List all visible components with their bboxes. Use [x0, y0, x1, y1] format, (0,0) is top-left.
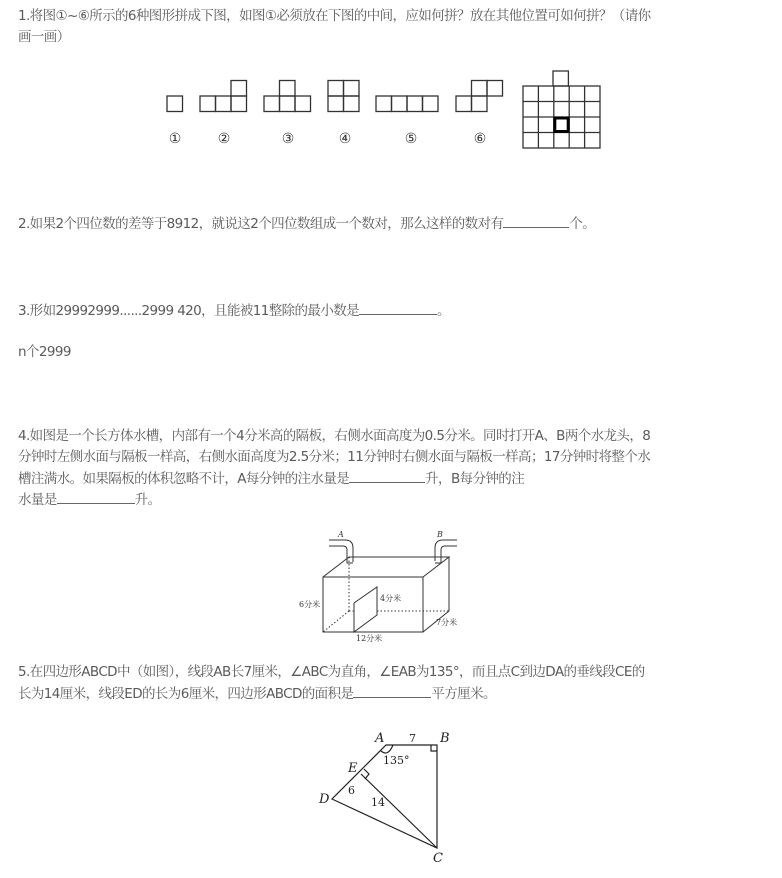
point-b-label: B	[440, 731, 450, 746]
q5-text-line1: 5.在四边形ABCD中（如图），线段AB长7厘米，∠ABC为直角，∠EAB为135°，而且点C到边DA的垂线段CE的	[18, 664, 645, 680]
q5-text-line2	[18, 683, 496, 705]
tap-b	[435, 540, 457, 563]
ce-length-label: 14	[371, 796, 385, 809]
q1-text-line2: 画一画）	[18, 29, 70, 45]
piece-4-shape	[328, 81, 359, 112]
piece-3-shape	[264, 81, 311, 112]
segment-ce	[361, 774, 437, 848]
point-e-label: E	[348, 761, 358, 776]
piece-1-shape	[167, 96, 183, 112]
q5-text-line2-before: 长为14厘米，线段ED的长为6厘米，四边形ABCD的面积是	[18, 686, 354, 702]
target-grid	[523, 71, 600, 148]
angle-label: 135°	[383, 754, 410, 767]
partition	[354, 587, 377, 632]
length-label: 12分米	[356, 634, 383, 643]
piece-label-2: ②	[217, 131, 231, 147]
piece-6-shape	[456, 81, 503, 112]
piece-label-4: ④	[338, 131, 352, 147]
q5-text-line2-after: 平方厘米。	[431, 686, 496, 702]
piece-label-1: ①	[168, 131, 182, 147]
piece-2-shape	[200, 81, 247, 112]
piece-5-shape	[376, 96, 438, 112]
q5-answer-blank[interactable]	[353, 683, 431, 698]
q4-text-line4-before: 水量是	[18, 492, 57, 508]
q2-answer-blank[interactable]	[503, 213, 569, 228]
height-label: 6分米	[299, 600, 321, 609]
piece-label-5: ⑤	[404, 131, 418, 147]
q4-text-line2: 分钟时左侧水面与隔板一样高，右侧水面高度为2.5分米；11分钟时右侧水面与隔板一样高；17分钟时将整个水	[18, 449, 651, 465]
q4-answer-b-blank[interactable]	[57, 489, 135, 504]
quadrilateral-abcd	[332, 745, 437, 848]
point-d-label: D	[319, 792, 330, 807]
q3-text	[18, 300, 450, 322]
q4-text-line4	[18, 489, 161, 511]
width-label: 7分米	[436, 618, 458, 627]
point-c-label: C	[433, 851, 443, 866]
piece-label-6: ⑥	[473, 131, 487, 147]
q4-text-line3-before: 槽注满水。如果隔板的体积忽略不计，A每分钟的注水量是	[18, 471, 350, 487]
q2-text-before: 2.如果2个四位数的差等于8912，就说这2个四位数组成一个数对，那么这样的数对有	[18, 216, 504, 232]
q1-text-line1: 1.将图①~⑥所示的6种图形拼成下图，如图①必须放在下图的中间，应如何拼？放在其他位置可如何拼？（请你	[18, 8, 651, 24]
point-a-label: A	[375, 731, 385, 746]
q2-text-after: 个。	[569, 216, 596, 232]
q3-text-after: 。	[437, 303, 450, 319]
tap-a	[329, 540, 353, 563]
tap-a-label: A	[338, 530, 344, 539]
q4-text-line3	[18, 468, 524, 490]
q2-text	[18, 213, 595, 235]
center-cell-highlight	[555, 118, 568, 132]
q4-text-line4-after: 升。	[134, 492, 161, 508]
piece-label-3: ③	[281, 131, 295, 147]
q3-answer-blank[interactable]	[359, 300, 437, 315]
ed-length-label: 6	[348, 784, 355, 797]
q4-text-line3-after: 升，B每分钟的注	[425, 471, 525, 487]
tap-b-label: B	[437, 530, 443, 539]
ab-length-label: 7	[409, 732, 416, 745]
q4-text-line1: 4.如图是一个长方体水槽，内部有一个4分米高的隔板，右侧水面高度为0.5分米。同时打开A、B两个水龙头，8	[18, 428, 651, 444]
q3-note: n个2999	[18, 344, 71, 360]
q3-text-before: 3.形如29992999......2999 420，且能被11整除的最小数是	[18, 303, 360, 319]
q4-answer-a-blank[interactable]	[349, 468, 425, 483]
partition-height-label: 4分米	[380, 594, 402, 603]
